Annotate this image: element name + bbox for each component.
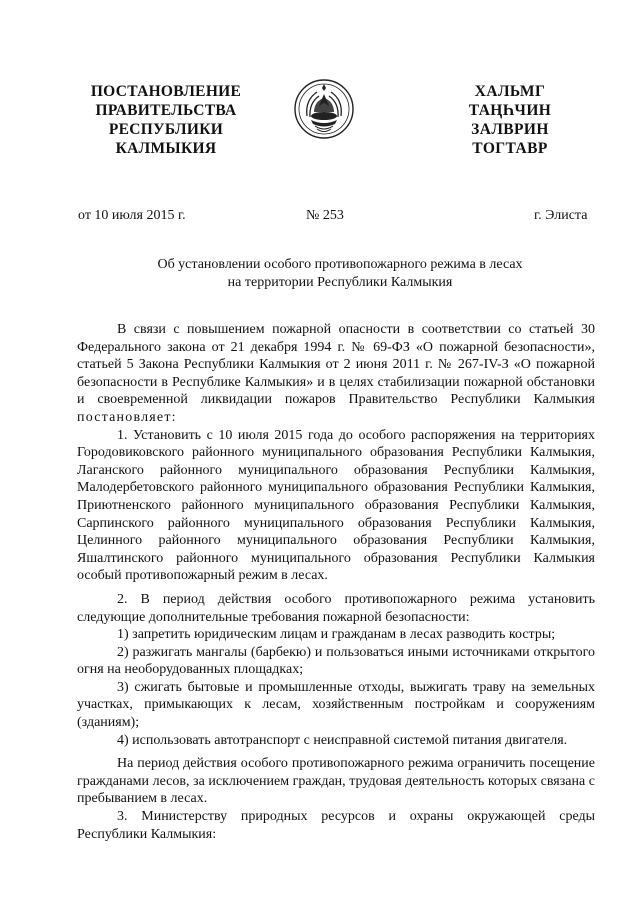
issuer-name-kalmyk bbox=[440, 82, 580, 158]
issuer-line: ПОСТАНОВЛЕНИЕ bbox=[90, 83, 242, 100]
sub-item-2: 2) разжигать мангалы (барбекю) и пользоваться иными источниками открытого огня на необорудованных площадках; bbox=[77, 644, 595, 678]
preamble-keyword: постановляет: bbox=[77, 409, 177, 425]
sub-item-3: 3) сжигать бытовые и промышленные отходы, выжигать траву на земельных участках, примыкающих к лесам, хозяйственным постройкам и сооружениям (зданиям); bbox=[77, 679, 595, 731]
item-2-paragraph: 2. В период действия особого противопожарного режима установить следующие дополнительные требования пожарной безопасности: bbox=[77, 591, 595, 625]
decree-number: № 253 bbox=[306, 208, 344, 223]
preamble-paragraph bbox=[77, 321, 595, 427]
decree-city: г. Элиста bbox=[534, 208, 588, 223]
issuer-name-russian bbox=[76, 82, 256, 158]
preamble-text: В связи с повышением пожарной опасности в соответствии со статьей 30 Федерального закона от 21 декабря 1994 г. № 69-ФЗ «О пожарной безопасности», статьей 5 Закона Республики Калмыкия от 2 июня 2011 г. № 267-IV-З «О пожарной безопасности в Республике Калмыкия» и в целях стабилизации пожарной обстановки и своевременной ликвидации пожаров Правительство Республики Калмыкия bbox=[77, 322, 595, 408]
item-3-paragraph: 3. Министерству природных ресурсов и охраны окружающей среды Республики Калмыкия: bbox=[77, 809, 595, 842]
decree-title bbox=[80, 256, 600, 292]
restriction-paragraph: На период действия особого противопожарного режима ограничить посещение гражданами лесов, за исключением граждан, трудовая деятельность которых связана с пребыванием в лесах. bbox=[77, 756, 595, 807]
decree-body bbox=[77, 321, 595, 843]
issuer-line: РЕСПУБЛИКИ bbox=[108, 121, 224, 138]
decree-date: от 10 июля 2015 г. bbox=[78, 208, 186, 223]
issuer-line: КАЛМЫКИЯ bbox=[115, 140, 217, 157]
issuer-line: ЗАЛВРИН bbox=[471, 121, 549, 138]
item-1-paragraph: 1. Установить с 10 июля 2015 года до особого распоряжения на территориях Городовиковского районного муниципального образования Республики Калмыкия, Лаганского районного муниципального образования Республики Калмыкия, Малодербетовского районного муниципального образования Республики Калмыкия, Приютненского районного муниципального образования Республики Калмыкия, Сарпинского районного муниципального образования Республики Калмыкия, Целинного районного муниципального образования Республики Калмыкия, Яшалтинского районного муниципального образования Республики Калмыкия особый противопожарный режим в лесах. bbox=[77, 427, 595, 584]
sub-item-4: 4) использовать автотранспорт с неисправной системой питания двигателя. bbox=[117, 732, 568, 748]
issuer-line: ТОГТАВР bbox=[472, 140, 548, 157]
coat-of-arms-icon bbox=[293, 76, 355, 142]
sub-item-1: 1) запретить юридическим лицам и гражданам в лесах разводить костры; bbox=[117, 627, 556, 643]
title-line: Об установлении особого противопожарного режима в лесах bbox=[157, 257, 523, 272]
issuer-line: ПРАВИТЕЛЬСТВА bbox=[95, 102, 237, 119]
title-line: на территории Республики Калмыкия bbox=[227, 275, 453, 290]
issuer-line: ХАЛЬМГ bbox=[474, 83, 546, 100]
issuer-line: ТАҢҺЧИН bbox=[468, 102, 552, 119]
